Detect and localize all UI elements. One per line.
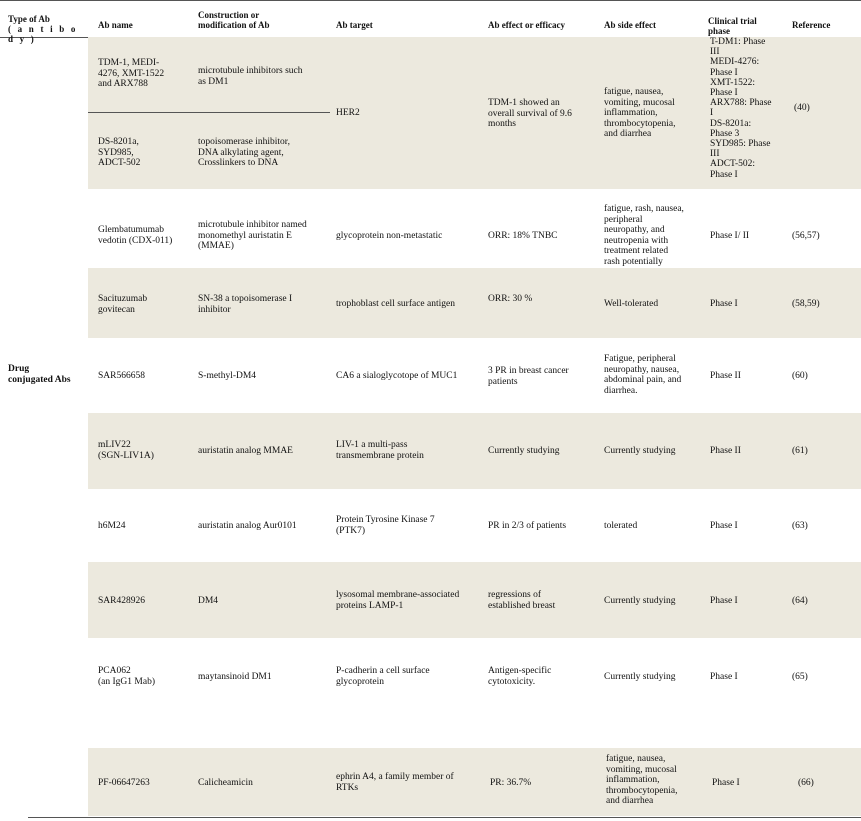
row-1-side: fatigue, rash, nausea, peripheral neuropathy, and neutropenia with treatment related rash potentially (604, 204, 684, 267)
row-4-name: mLIV22 (SGN-LIV1A) (98, 440, 154, 461)
row-6-reference: (64) (792, 596, 808, 606)
header-name: Ab name (98, 20, 133, 30)
row-0-phase: T-DM1: Phase III MEDI-4276: Phase I XMT-1522: Phase I ARX788: Phase I DS-8201a: Phase 3 SYD985: Phase III ADCT-502: Phase I (710, 37, 772, 180)
row-3-target: CA6 a sialoglycotope of MUC1 (336, 371, 458, 381)
header-reference: Reference (792, 20, 831, 30)
row-6-name: SAR428926 (98, 596, 145, 606)
row-4-construction: auristatin analog MMAE (198, 446, 293, 456)
header-construction: Construction or modification of Ab (198, 10, 270, 30)
row-7-target: P-cadherin a cell surface glycoprotein (336, 666, 430, 687)
row-0-target: HER2 (336, 108, 360, 118)
row-1-phase: Phase I/ II (710, 231, 750, 241)
header-type (8, 14, 88, 44)
row-1-name: Glembatumumab vedotin (CDX-011) (98, 225, 173, 246)
row-5-name: h6M24 (98, 521, 126, 531)
header-side: Ab side effect (604, 20, 656, 30)
header-phase: Clinical trial phase (708, 16, 757, 36)
row-7-reference: (65) (792, 672, 808, 682)
row-0-name-2: DS-8201a, SYD985, ADCT-502 (98, 137, 141, 168)
row-7-effect: Antigen-specific cytotoxicity. (488, 666, 552, 687)
row-1-reference: (56,57) (792, 231, 820, 241)
row-7-name: PCA062 (an IgG1 Mab) (98, 666, 155, 687)
row-3-reference: (60) (792, 371, 808, 381)
row-3-effect: 3 PR in breast cancer patients (488, 366, 569, 387)
row-6-target: lysosomal membrane-associated proteins LAMP-1 (336, 590, 460, 611)
row-7-construction: maytansinoid DM1 (198, 672, 272, 682)
row-6-side: Currently studying (604, 596, 676, 606)
row-4-effect: Currently studying (488, 446, 560, 456)
row-4-reference: (61) (792, 446, 808, 456)
row-1-construction: microtubule inhibitor named monomethyl auristatin E (MMAE) (198, 220, 307, 251)
row-5-side: tolerated (604, 521, 638, 531)
row-0-side: fatigue, nausea, vomiting, mucosal inflammation, thrombocytopenia, and diarrhea (604, 87, 676, 139)
row-0-name: TDM-1, MEDI- 4276, XMT-1522 and ARX788 (98, 58, 165, 89)
row-8-side: fatigue, nausea, vomiting, mucosal inflammation, thrombocytopenia, and diarrhea (606, 754, 678, 806)
row-6-phase: Phase I (710, 596, 738, 606)
header-type-sub: ( a n t i b o d y ) (8, 24, 78, 44)
header-type-label: Type of Ab (8, 14, 50, 24)
row-3-name: SAR566658 (98, 371, 145, 381)
row-4-side: Currently studying (604, 446, 676, 456)
row-2-side: Well-tolerated (604, 299, 659, 309)
row-6-effect: regressions of established breast (488, 590, 556, 611)
row-7-phase: Phase I (710, 672, 738, 682)
row-0-divider (88, 112, 330, 113)
row-8-phase: Phase I (712, 778, 740, 788)
row-2-target: trophoblast cell surface antigen (336, 299, 455, 309)
row-8-construction: Calicheamicin (198, 778, 253, 788)
row-8-reference: (66) (798, 778, 814, 788)
row-2-construction: SN-38 a topoisomerase I inhibitor (198, 294, 293, 315)
row-5-target: Protein Tyrosine Kinase 7 (PTK7) (336, 515, 435, 536)
header-target: Ab target (336, 20, 373, 30)
row-0-reference: (40) (794, 103, 810, 113)
row-8-target: ephrin A4, a family member of RTKs (336, 772, 454, 793)
row-3-side: Fatigue, peripheral neuropathy, nausea, abdominal pain, and diarrhea. (604, 354, 682, 396)
row-8-effect: PR: 36.7% (490, 778, 532, 788)
row-5-construction: auristatin analog Aur0101 (198, 521, 297, 531)
row-0-effect: TDM-1 showed an overall survival of 9.6 months (488, 98, 572, 129)
row-1-target: glycoprotein non-metastatic (336, 231, 443, 241)
row-3-phase: Phase II (710, 371, 741, 381)
header-effect: Ab effect or efficacy (488, 20, 566, 30)
row-0-construction-2: topoisomerase inhibitor, DNA alkylating agent, Crosslinkers to DNA (198, 137, 290, 168)
row-2-phase: Phase I (710, 299, 738, 309)
row-7-side: Currently studying (604, 672, 676, 682)
row-6-construction: DM4 (198, 596, 219, 606)
group-label: Drug conjugated Abs (8, 364, 71, 385)
row-5-effect: PR in 2/3 of patients (488, 521, 567, 531)
row-2-name: Sacituzumab govitecan (98, 294, 148, 315)
table-bottom-rule (28, 817, 861, 818)
row-0-construction: microtubule inhibitors such as DM1 (198, 66, 303, 87)
row-2-reference: (58,59) (792, 299, 820, 309)
row-1-effect: ORR: 18% TNBC (488, 231, 558, 241)
row-4-target: LIV-1 a multi-pass transmembrane protein (336, 440, 424, 461)
row-5-phase: Phase I (710, 521, 738, 531)
row-8-name: PF-06647263 (98, 778, 150, 788)
row-5-reference: (63) (792, 521, 808, 531)
row-3-construction: S-methyl-DM4 (198, 371, 257, 381)
row-2-effect: ORR: 30 % (488, 294, 533, 304)
row-4-phase: Phase II (710, 446, 741, 456)
